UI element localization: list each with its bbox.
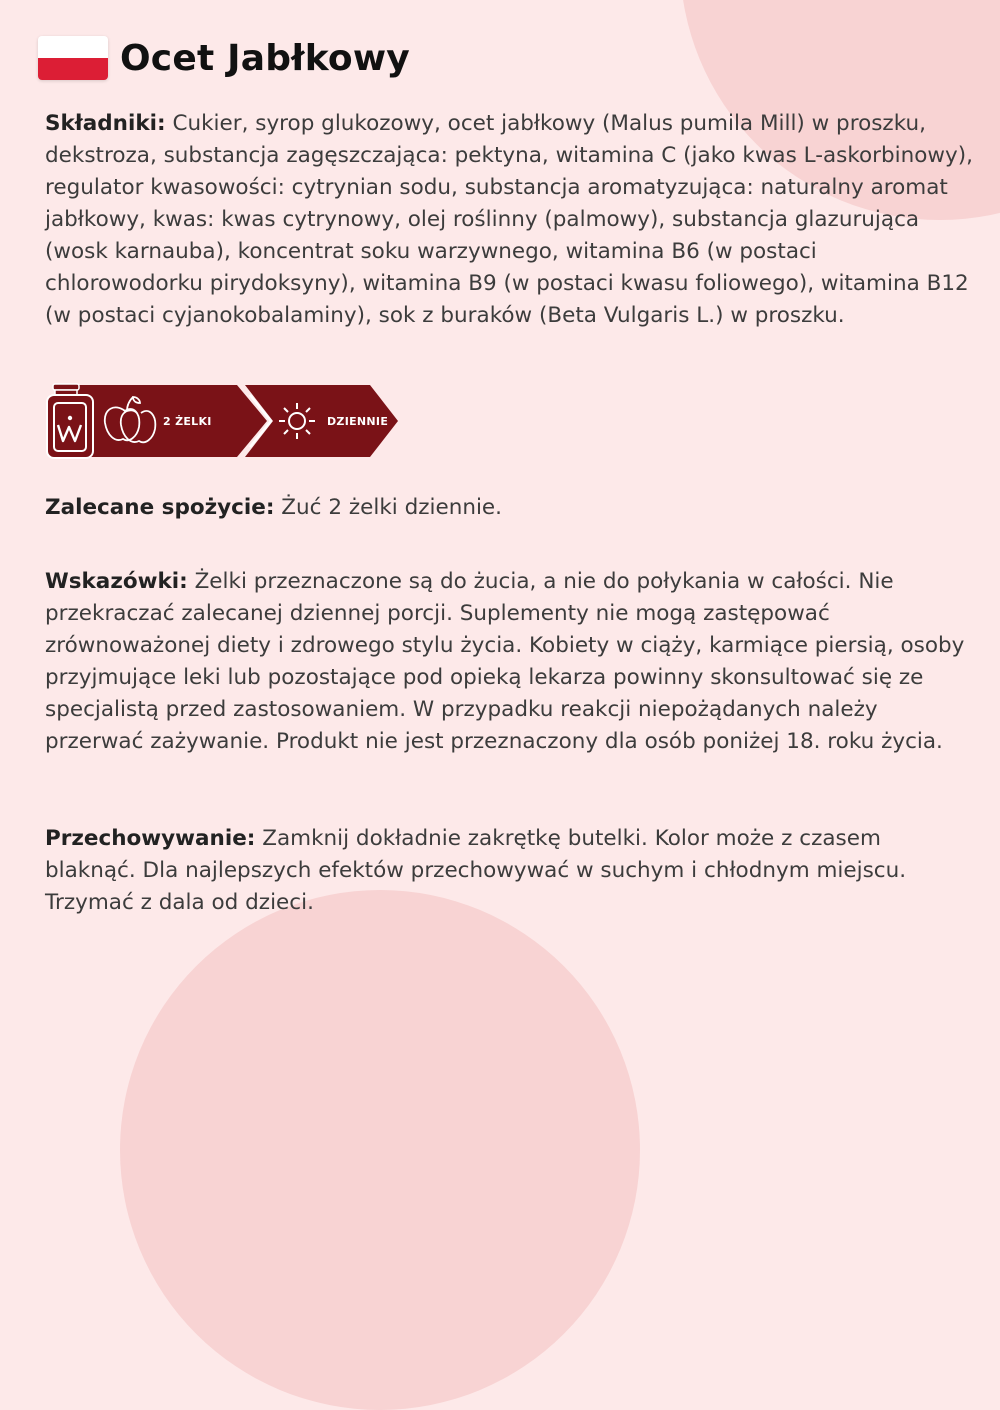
- dosage-banner: [45, 383, 405, 459]
- storage-text: Zamknij dokładnie zakrętkę butelki. Kolor może z czasem blaknąć. Dla najlepszych efektów przechowywać w suchym i chłodnym miejscu. Trzymać z dala od dzieci.: [45, 826, 907, 915]
- poland-flag-icon: [38, 36, 108, 80]
- ingredients-label: Składniki:: [45, 111, 166, 136]
- page-header: [38, 36, 410, 80]
- directions-section: [45, 566, 975, 758]
- decorative-blob-bottom: [120, 890, 640, 1410]
- recommended-intake-section: [45, 492, 975, 524]
- recommended-intake-text: Żuć 2 żelki dziennie.: [274, 495, 502, 520]
- time-label: DZIENNIE: [327, 415, 389, 428]
- storage-label: Przechowywanie:: [45, 826, 256, 851]
- storage-section: [45, 823, 975, 919]
- directions-text: Żelki przeznaczone są do żucia, a nie do połykania w całości. Nie przekraczać zalecanej dziennej porcji. Suplementy nie mogą zastępować zrównoważonej diety i zdrowego stylu życia. Kobiety w ciąży, karmiące piersią, osoby przyjmujące leki lub pozostające pod opieką lekarza powinny skonsultować się ze specjalistą przed zastosowaniem. W przypadku reakcji niepożądanych należy przerwać zażywanie. Produkt nie jest przeznaczony dla osób poniżej 18. roku życia.: [45, 569, 965, 754]
- page-title: Ocet Jabłkowy: [120, 37, 410, 79]
- ingredients-text: Cukier, syrop glukozowy, ocet jabłkowy (Malus pumila Mill) w proszku, dekstroza, substancja zagęszczająca: pektyna, witamina C (jako kwas L-askorbinowy), regulator kwasowości: cytrynian sodu, substancja aromatyzująca: naturalny aromat jabłkowy, kwas: kwas cytrynowy, olej roślinny (palmowy), substancja glazurująca (wosk karnauba), koncentrat soku warzywnego, witamina B6 (w postaci chlorowodorku pirydoksyny), witamina B9 (w postaci kwasu foliowego), witamina B12 (w postaci cyjanokobalaminy), sok z buraków (Beta Vulgaris L.) w proszku.: [45, 111, 973, 328]
- ingredients-section: [45, 108, 975, 332]
- dose-label: 2 ŻELKI: [163, 415, 212, 428]
- jar-icon: [47, 384, 93, 458]
- directions-label: Wskazówki:: [45, 569, 188, 594]
- recommended-intake-label: Zalecane spożycie:: [45, 495, 275, 520]
